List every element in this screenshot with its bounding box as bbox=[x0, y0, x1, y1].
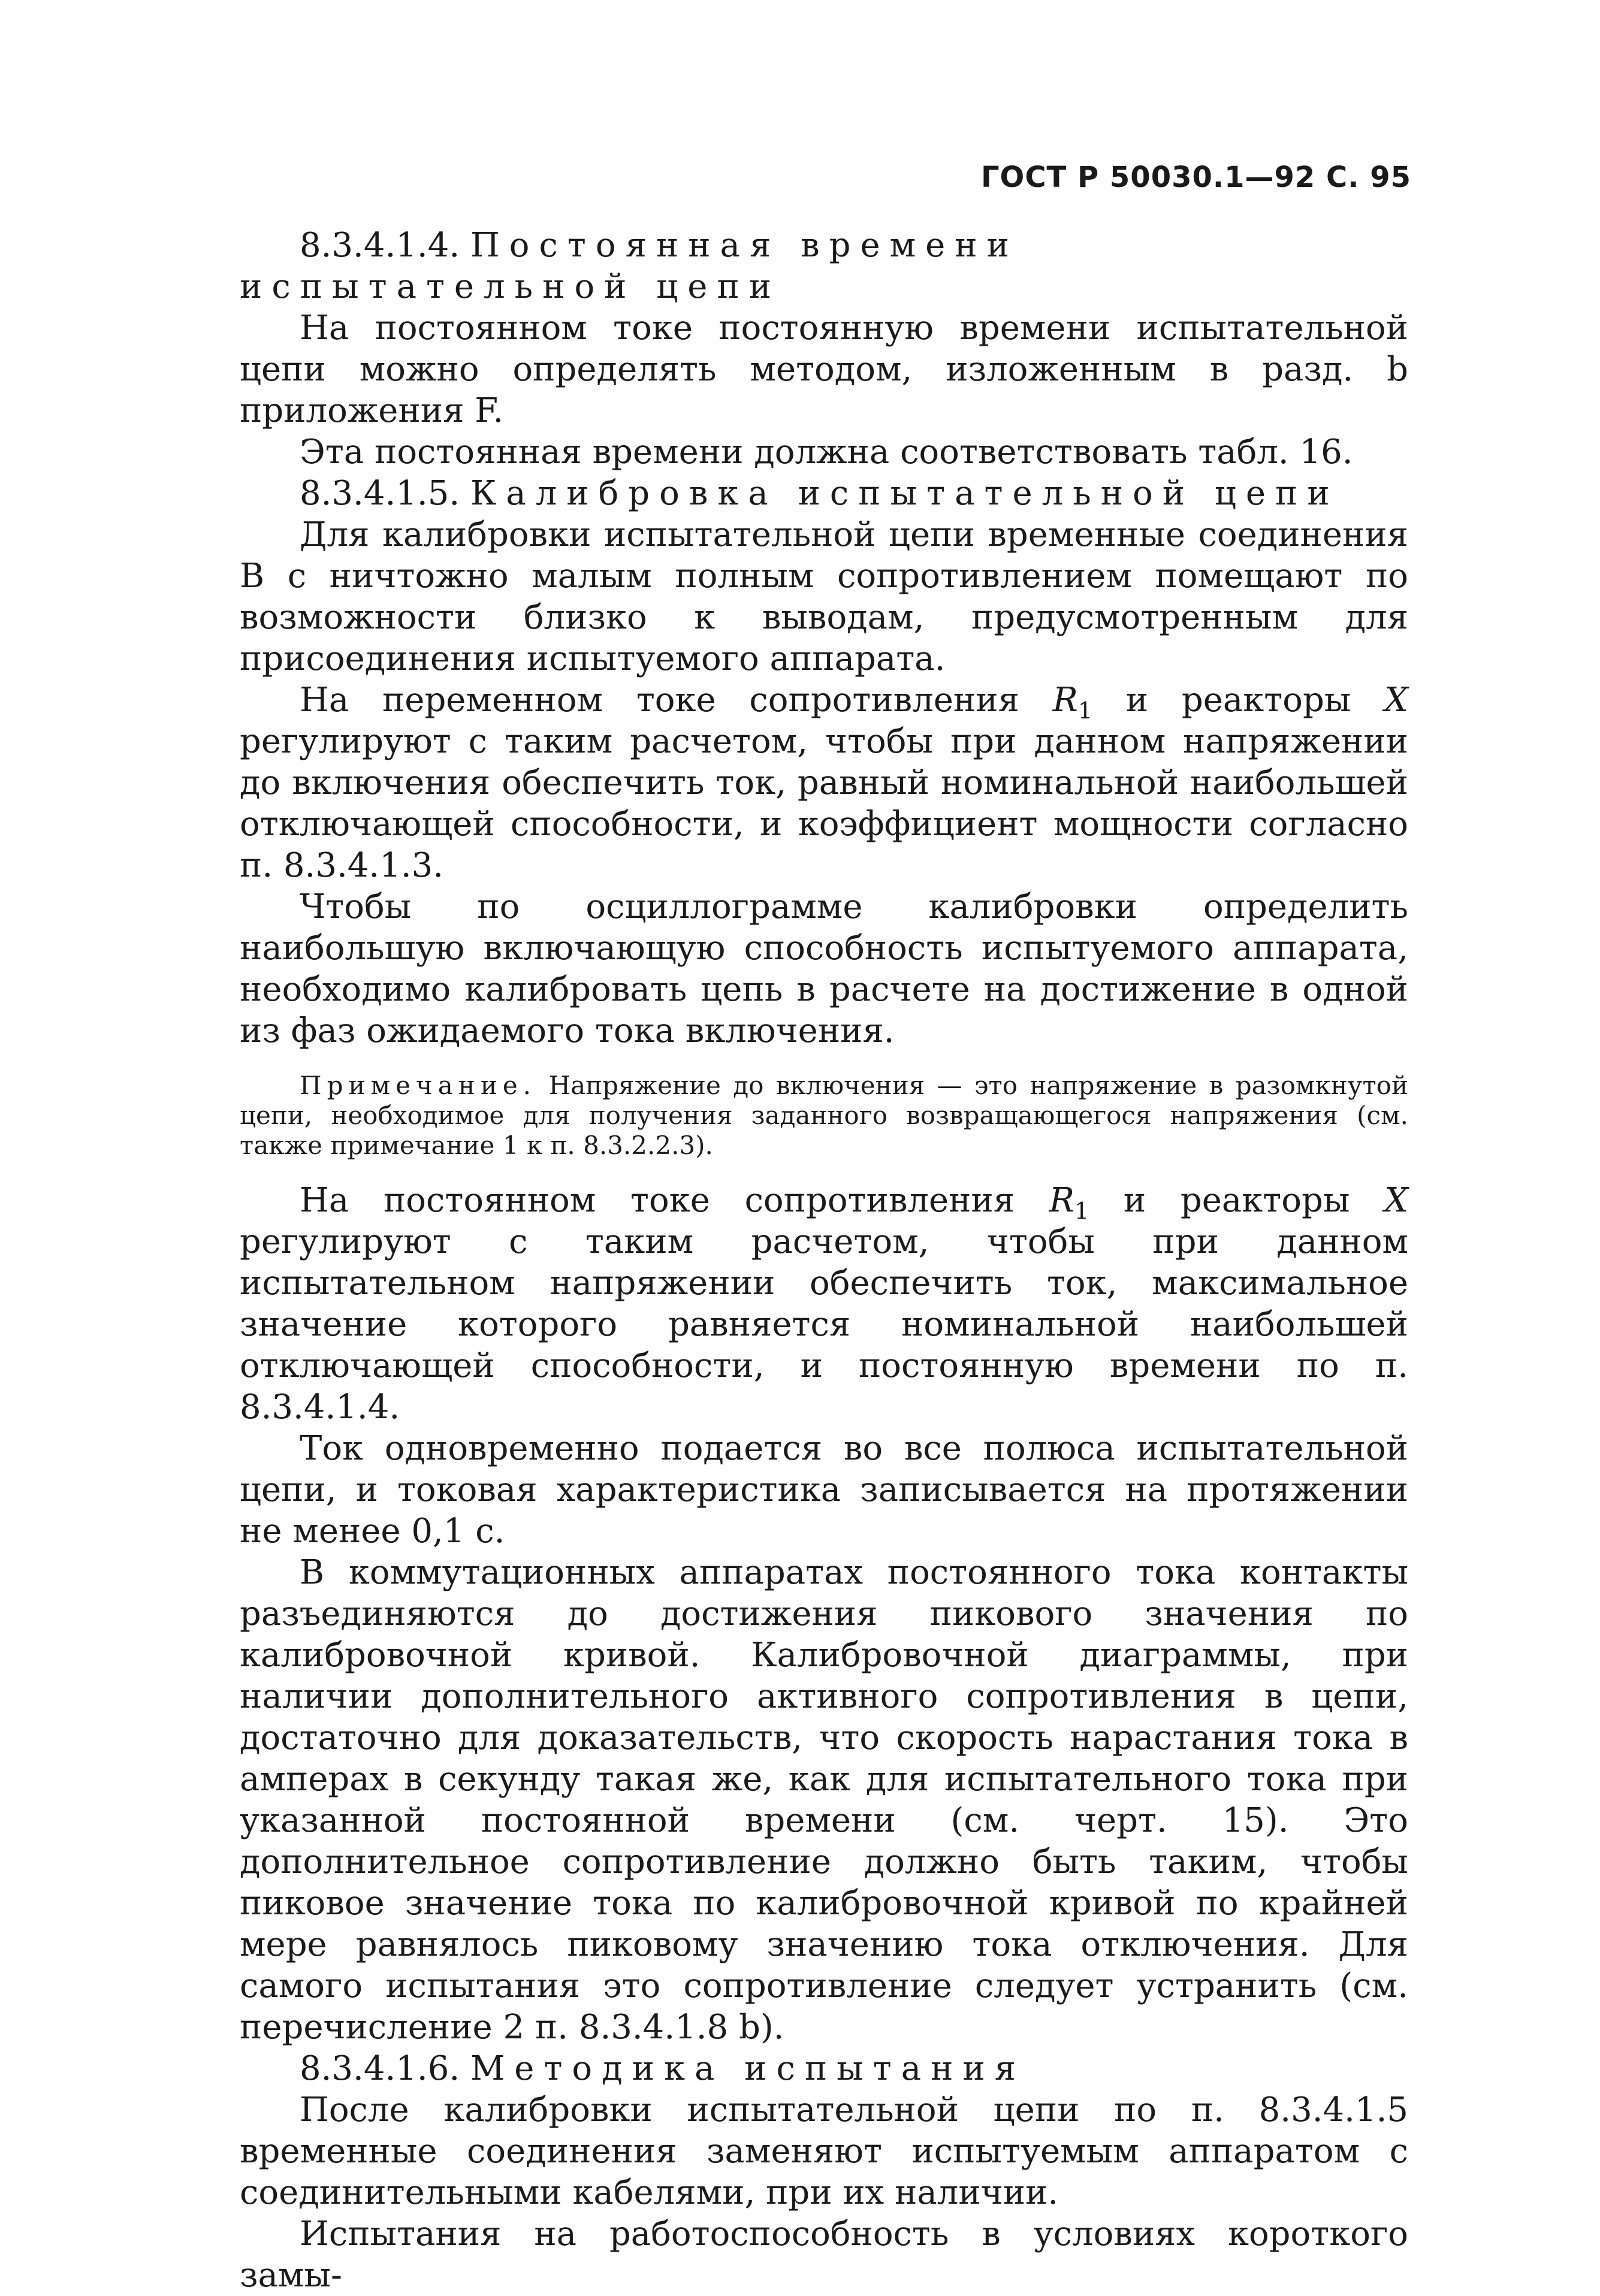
section-title: Постоянная времени испытательной цепи bbox=[240, 226, 1019, 306]
paragraph: В коммутационных аппаратах постоянного тока контакты разъединяются до достижения пикового значения по калибровочной кривой. Калибровочной диаграммы, при наличии дополнительного активного сопротивления в цепи, достаточно для доказательств, что скорость нарастания тока в амперах в секунду такая же, как для испытательного тока при указанной постоянной времени (см. черт. 15). Это дополнительное сопротивление должно быть таким, чтобы пиковое значение тока по калибровочной кривой по крайней мере равнялось пиковому значению тока отключения. Для самого испытания это сопротивление следует устранить (см. перечисление 2 п. 8.3.4.1.8 b). bbox=[240, 1553, 1408, 2047]
body-text bbox=[240, 225, 1408, 2296]
symbol-x: X bbox=[1384, 1181, 1408, 1220]
text-run: и реакторы bbox=[1092, 681, 1385, 720]
symbol-x: X bbox=[1384, 681, 1409, 720]
note-label: Примечание. bbox=[300, 1071, 537, 1100]
note bbox=[240, 1071, 1408, 1161]
section-heading-8-3-4-1-5 bbox=[240, 473, 1408, 514]
section-number: 8.3.4.1.4. bbox=[300, 226, 460, 265]
paragraph: Эта постоянная времени должна соответствовать табл. 16. bbox=[300, 433, 1353, 472]
symbol-r: R bbox=[1052, 681, 1078, 720]
text-run: регулируют с таким расчетом, чтобы при данном испытательном напряжении обеспечить ток, максимальное значение которого равняется номинальной наибольшей отключающей способности, и постоянную времени по п. 8.3.4.1.4. bbox=[240, 1222, 1408, 1427]
paragraph-ac-calibration bbox=[240, 679, 1408, 886]
note-text: Напряжение до включения — это напряжение в разомкнутой цепи, необходимое для получения заданного возвращающегося напряжения (см. также примечание 1 к п. 8.3.2.2.3). bbox=[240, 1071, 1408, 1160]
paragraph: Испытания на работоспособность в условиях короткого замы- bbox=[240, 2215, 1408, 2295]
section-heading-8-3-4-1-4 bbox=[240, 225, 1408, 307]
section-heading-8-3-4-1-6 bbox=[240, 2048, 1408, 2089]
paragraph: На постоянном токе постоянную времени испытательной цепи можно определять методом, изложенным в разд. b приложения F. bbox=[240, 309, 1408, 430]
paragraph: Для калибровки испытательной цепи временные соединения В с ничтожно малым полным сопротивлением помещают по возможности близко к выводам, предусмотренным для присоединения испытуемого аппарата. bbox=[240, 515, 1408, 678]
paragraph: Ток одновременно подается во все полюса испытательной цепи, и токовая характеристика записывается на протяжении не менее 0,1 с. bbox=[240, 1429, 1408, 1551]
section-title: Методика испытания bbox=[470, 2049, 1026, 2088]
paragraph: Чтобы по осциллограмме калибровки определить наибольшую включающую способность испытуемого аппарата, необходимо калибровать цепь в расчете на достижение в одной из фаз ожидаемого тока включения. bbox=[240, 887, 1408, 1050]
text-run: На постоянном токе сопротивления bbox=[300, 1181, 1049, 1220]
symbol-r: R bbox=[1049, 1181, 1074, 1220]
section-title: Калибровка испытательной цепи bbox=[470, 474, 1339, 513]
running-head: ГОСТ Р 50030.1—92 С. 95 bbox=[980, 161, 1411, 194]
subscript: 1 bbox=[1077, 697, 1093, 724]
text-run: регулируют с таким расчетом, чтобы при данном напряжении до включения обеспечить ток, равный номинальной наибольшей отключающей способности, и коэффициент мощности согласно п. 8.3.4.1.3. bbox=[240, 722, 1408, 885]
subscript: 1 bbox=[1074, 1198, 1089, 1225]
section-number: 8.3.4.1.5. bbox=[300, 474, 460, 513]
paragraph-dc-calibration bbox=[240, 1180, 1408, 1428]
text-run: и реакторы bbox=[1089, 1181, 1385, 1220]
paragraph: После калибровки испытательной цепи по п. 8.3.4.1.5 временные соединения заменяют испытуемым аппаратом с соединительными кабелями, при их наличии. bbox=[240, 2090, 1408, 2212]
text-run: На переменном токе сопротивления bbox=[300, 681, 1053, 720]
section-number: 8.3.4.1.6. bbox=[300, 2049, 460, 2088]
